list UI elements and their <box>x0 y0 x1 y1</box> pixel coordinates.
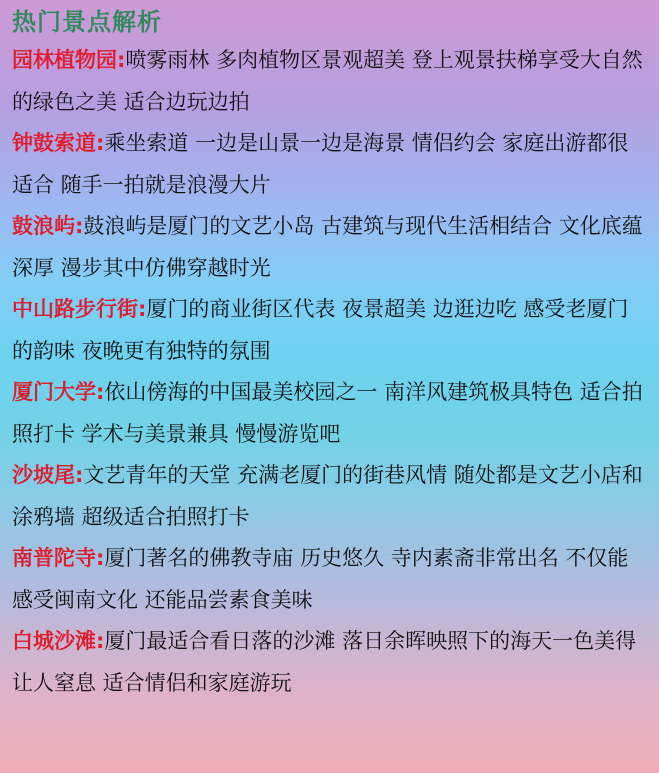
attraction-description: 厦门的商业街区代表 夜景超美 边逛边吃 感受老厦门的韵味 夜晚更有独特的氛围 <box>12 297 629 363</box>
attraction-name: 南普陀寺: <box>12 546 105 570</box>
page-title: 热门景点解析 <box>12 8 162 36</box>
attraction-description: 喷雾雨林 多肉植物区景观超美 登上观景扶梯享受大自然的绿色之美 适合边玩边拍 <box>12 48 643 114</box>
attraction-name: 沙坡尾: <box>12 463 84 487</box>
attraction-entry <box>12 123 649 206</box>
attraction-entry <box>12 289 649 372</box>
attraction-name: 鼓浪屿: <box>12 214 84 238</box>
attraction-entry <box>12 372 649 455</box>
attraction-entry <box>12 206 649 289</box>
attraction-description: 厦门著名的佛教寺庙 历史悠久 寺内素斋非常出名 不仅能感受闽南文化 还能品尝素食美味 <box>12 546 629 612</box>
attraction-entry <box>12 538 649 621</box>
attraction-name: 中山路步行街: <box>12 297 147 321</box>
attraction-entry <box>12 455 649 538</box>
attraction-name: 钟鼓索道: <box>12 131 105 155</box>
attraction-name: 厦门大学: <box>12 380 105 404</box>
attraction-name: 园林植物园: <box>12 48 126 72</box>
attraction-description: 厦门最适合看日落的沙滩 落日余晖映照下的海天一色美得让人窒息 适合情侣和家庭游玩 <box>12 629 637 695</box>
attraction-description: 鼓浪屿是厦门的文艺小岛 古建筑与现代生活相结合 文化底蕴深厚 漫步其中仿佛穿越时光 <box>12 214 643 280</box>
attraction-entry <box>12 40 649 123</box>
attraction-description: 依山傍海的中国最美校园之一 南洋风建筑极具特色 适合拍照打卡 学术与美景兼具 慢慢游览吧 <box>12 380 643 446</box>
attraction-description: 乘坐索道 一边是山景一边是海景 情侣约会 家庭出游都很适合 随手一拍就是浪漫大片 <box>12 131 629 197</box>
attraction-description: 文艺青年的天堂 充满老厦门的街巷风情 随处都是文艺小店和涂鸦墙 超级适合拍照打卡 <box>12 463 643 529</box>
attraction-entry <box>12 621 649 704</box>
attraction-name: 白城沙滩: <box>12 629 105 653</box>
